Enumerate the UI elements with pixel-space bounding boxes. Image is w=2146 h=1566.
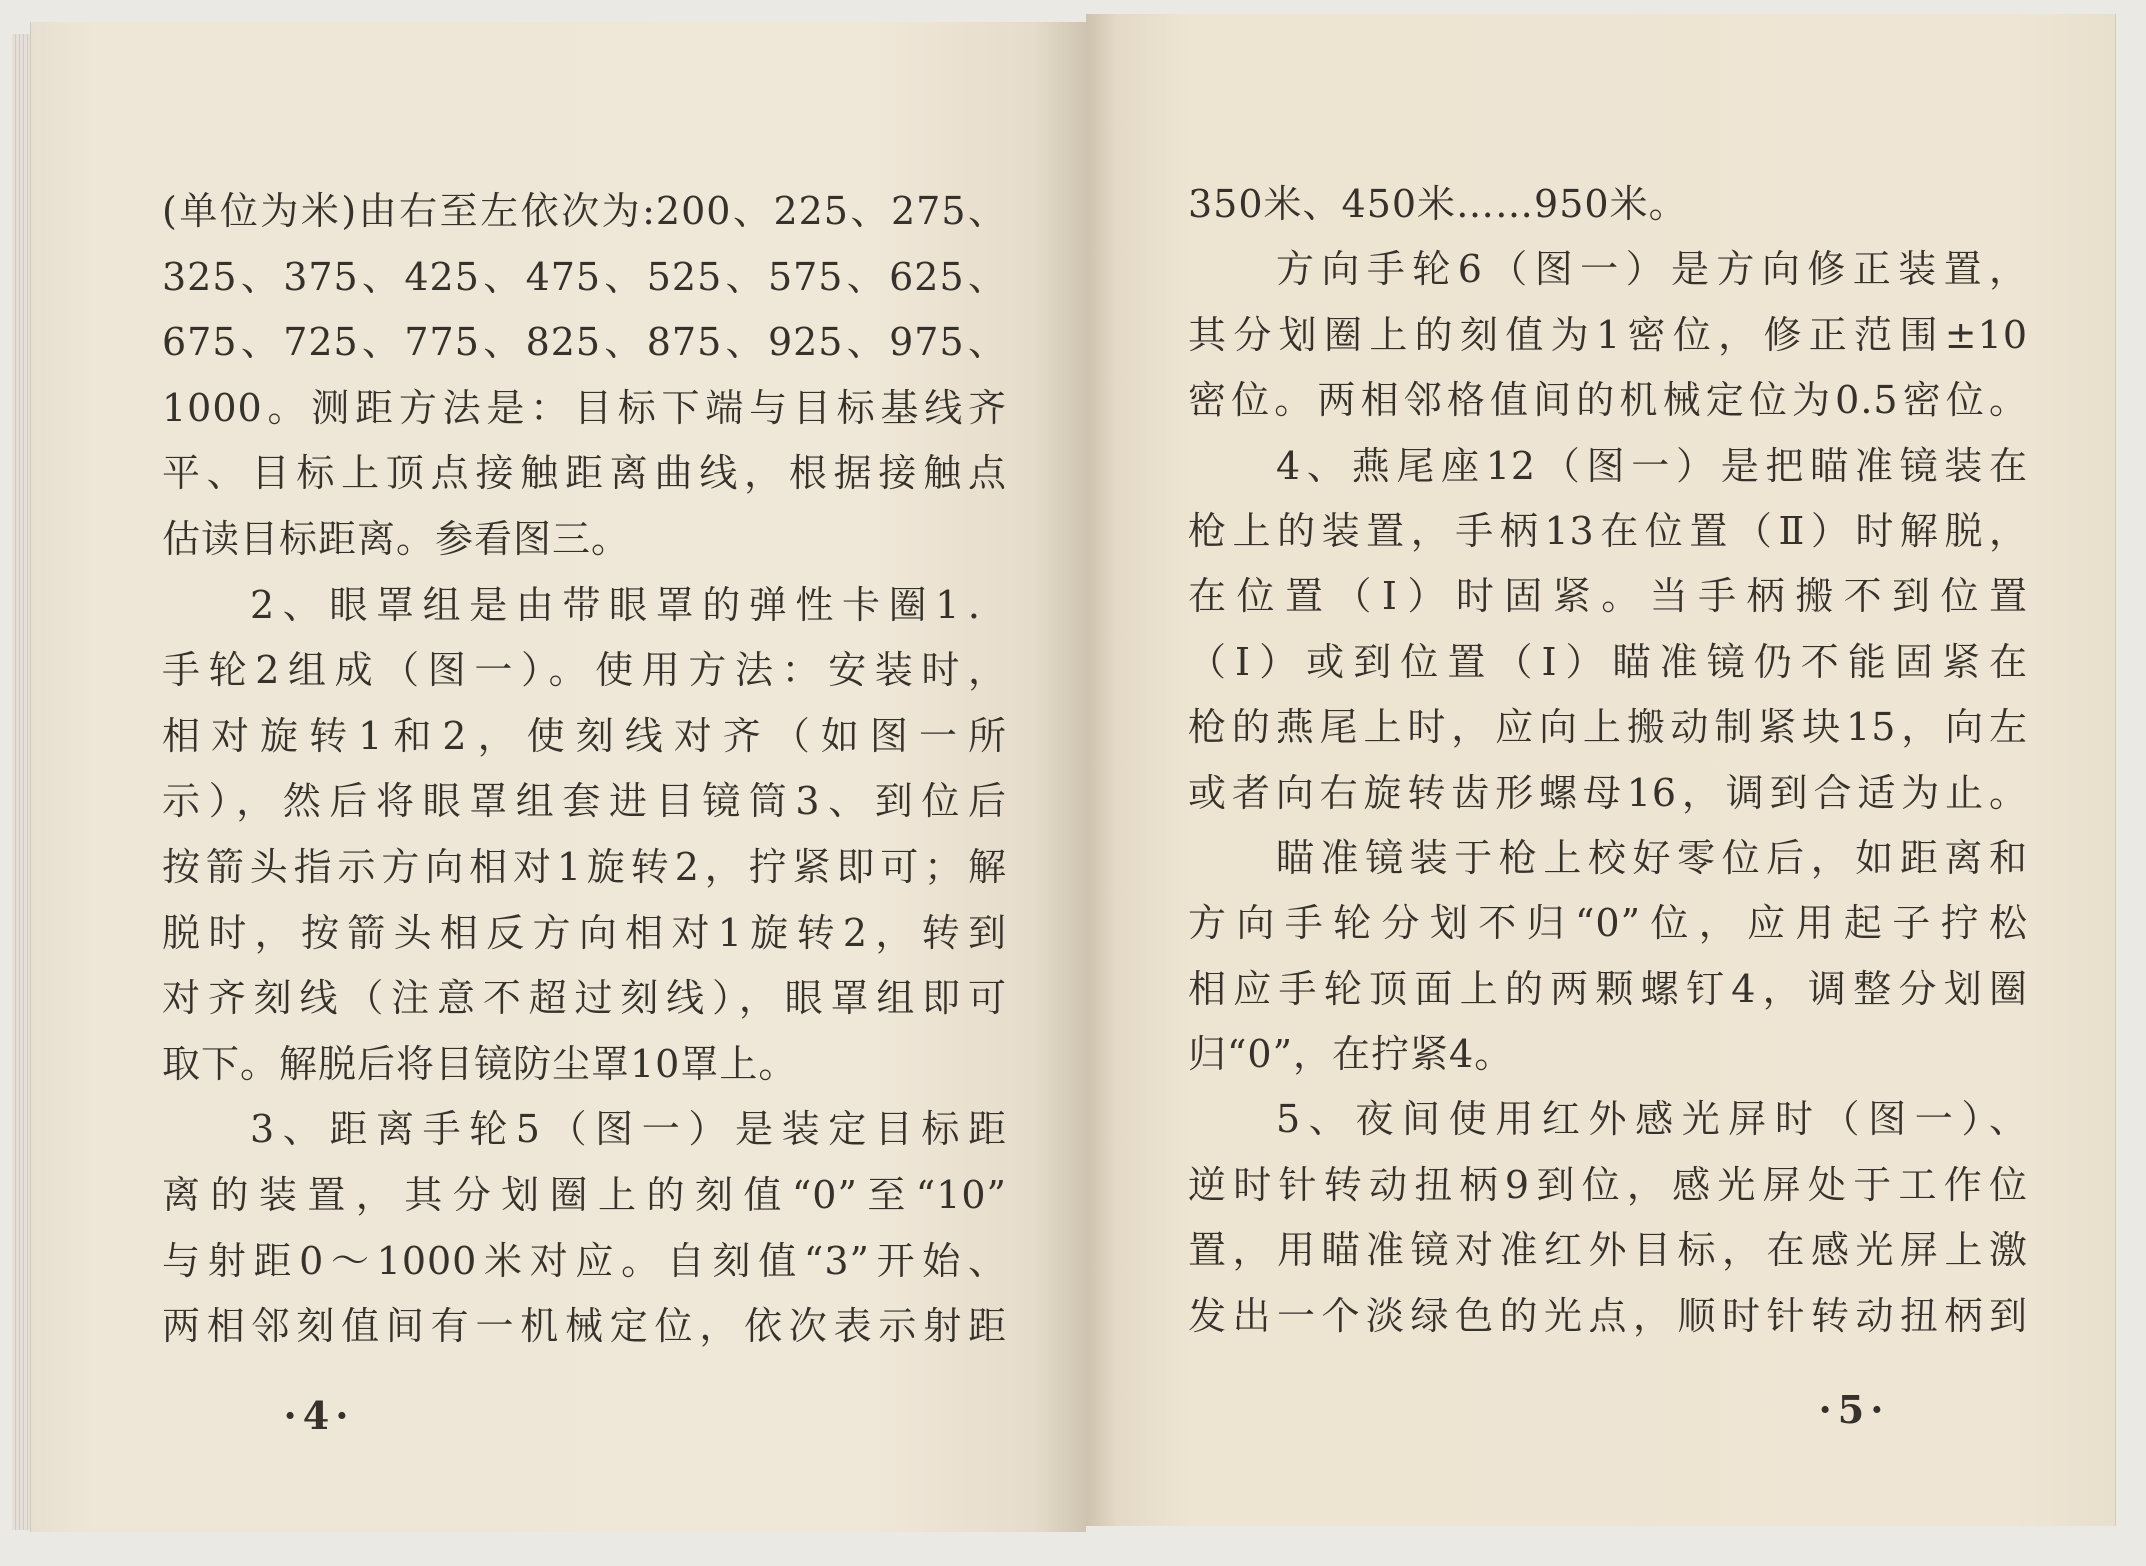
text-line: 枪的燕尾上时，应向上搬动制紧块15，向左	[1188, 705, 2028, 750]
text-line: 发出一个淡绿色的光点，顺时针转动扭柄到	[1188, 1293, 2028, 1338]
page-number: ·5·	[1818, 1387, 1890, 1432]
text-line: 手轮2组成（图一）。使用方法：安装时，	[162, 648, 1007, 693]
text-line: 按箭头指示方向相对1旋转2，拧紧即可；解	[162, 844, 1007, 889]
text-line: 脱时，按箭头相反方向相对1旋转2，转到	[162, 910, 1007, 955]
text-line: 与射距0～1000米对应。自刻值“3”开始、	[162, 1238, 1007, 1283]
text-line: 离的装置，其分划圈上的刻值“0”至“10”	[162, 1172, 1007, 1217]
text-line: 逆时针转动扭柄9到位，感光屏处于工作位	[1188, 1162, 2028, 1207]
text-line: （Ⅰ）或到位置（Ⅰ）瞄准镜仍不能固紧在	[1188, 639, 2028, 684]
text-line: 取下。解脱后将目镜防尘罩10罩上。	[162, 1041, 798, 1086]
text-line: 1000。测距方法是：目标下端与目标基线齐	[162, 385, 1007, 430]
text-line: 对齐刻线（注意不超过刻线），眼罩组即可	[162, 976, 1007, 1021]
text-line: 325、375、425、475、525、575、625、	[162, 254, 1007, 299]
text-line: 枪上的装置，手柄13在位置（Ⅱ）时解脱，	[1188, 508, 2028, 553]
text-line: 相应手轮顶面上的两颗螺钉4，调整分划圈	[1188, 966, 2028, 1011]
text-line: 在位置（Ⅰ）时固紧。当手柄搬不到位置	[1188, 574, 2028, 619]
text-line: 归“0”，在拧紧4。	[1188, 1032, 1514, 1077]
text-line: 5、夜间使用红外感光屏时（图一）、	[1276, 1097, 2028, 1142]
text-line: 方向手轮分划不归“0”位，应用起子拧松	[1188, 901, 2028, 946]
text-line: 置，用瞄准镜对准红外目标，在感光屏上激	[1188, 1228, 2028, 1273]
text-line: 瞄准镜装于枪上校好零位后，如距离和	[1276, 835, 2028, 880]
text-line: 675、725、775、825、875、925、975、	[162, 320, 1007, 365]
right-page	[1086, 14, 2116, 1526]
right-page-text	[1188, 172, 2028, 1349]
text-line: 平、目标上顶点接触距离曲线，根据接触点	[162, 451, 1007, 496]
text-line: 估读目标距离。参看图三。	[162, 516, 631, 561]
text-line: 两相邻刻值间有一机械定位，依次表示射距	[162, 1304, 1007, 1349]
page-number: ·4·	[283, 1393, 355, 1438]
text-line: 相对旋转1和2，使刻线对齐（如图一所	[162, 713, 1007, 758]
text-line: (单位为米)由右至左依次为:200、225、275、	[162, 189, 1007, 233]
text-line: 4、燕尾座12（图一）是把瞄准镜装在	[1276, 443, 2028, 488]
text-line: 密位。两相邻格值间的机械定位为0.5密位。	[1188, 378, 2028, 423]
text-line: 其分划圈上的刻值为1密位，修正范围±10	[1188, 312, 2028, 357]
text-line: 350米、450米……950米。	[1188, 182, 1688, 226]
left-page	[30, 22, 1086, 1532]
left-page-text	[162, 179, 1007, 1360]
text-line: 方向手轮6（图一）是方向修正装置，	[1276, 247, 2028, 292]
text-line: 示），然后将眼罩组套进目镜筒3、到位后	[162, 779, 1007, 824]
text-line: 3、距离手轮5（图一）是装定目标距	[250, 1107, 1007, 1152]
text-line: 2、眼罩组是由带眼罩的弹性卡圈1．	[250, 582, 1007, 627]
text-line: 或者向右旋转齿形螺母16，调到合适为止。	[1188, 770, 2028, 815]
